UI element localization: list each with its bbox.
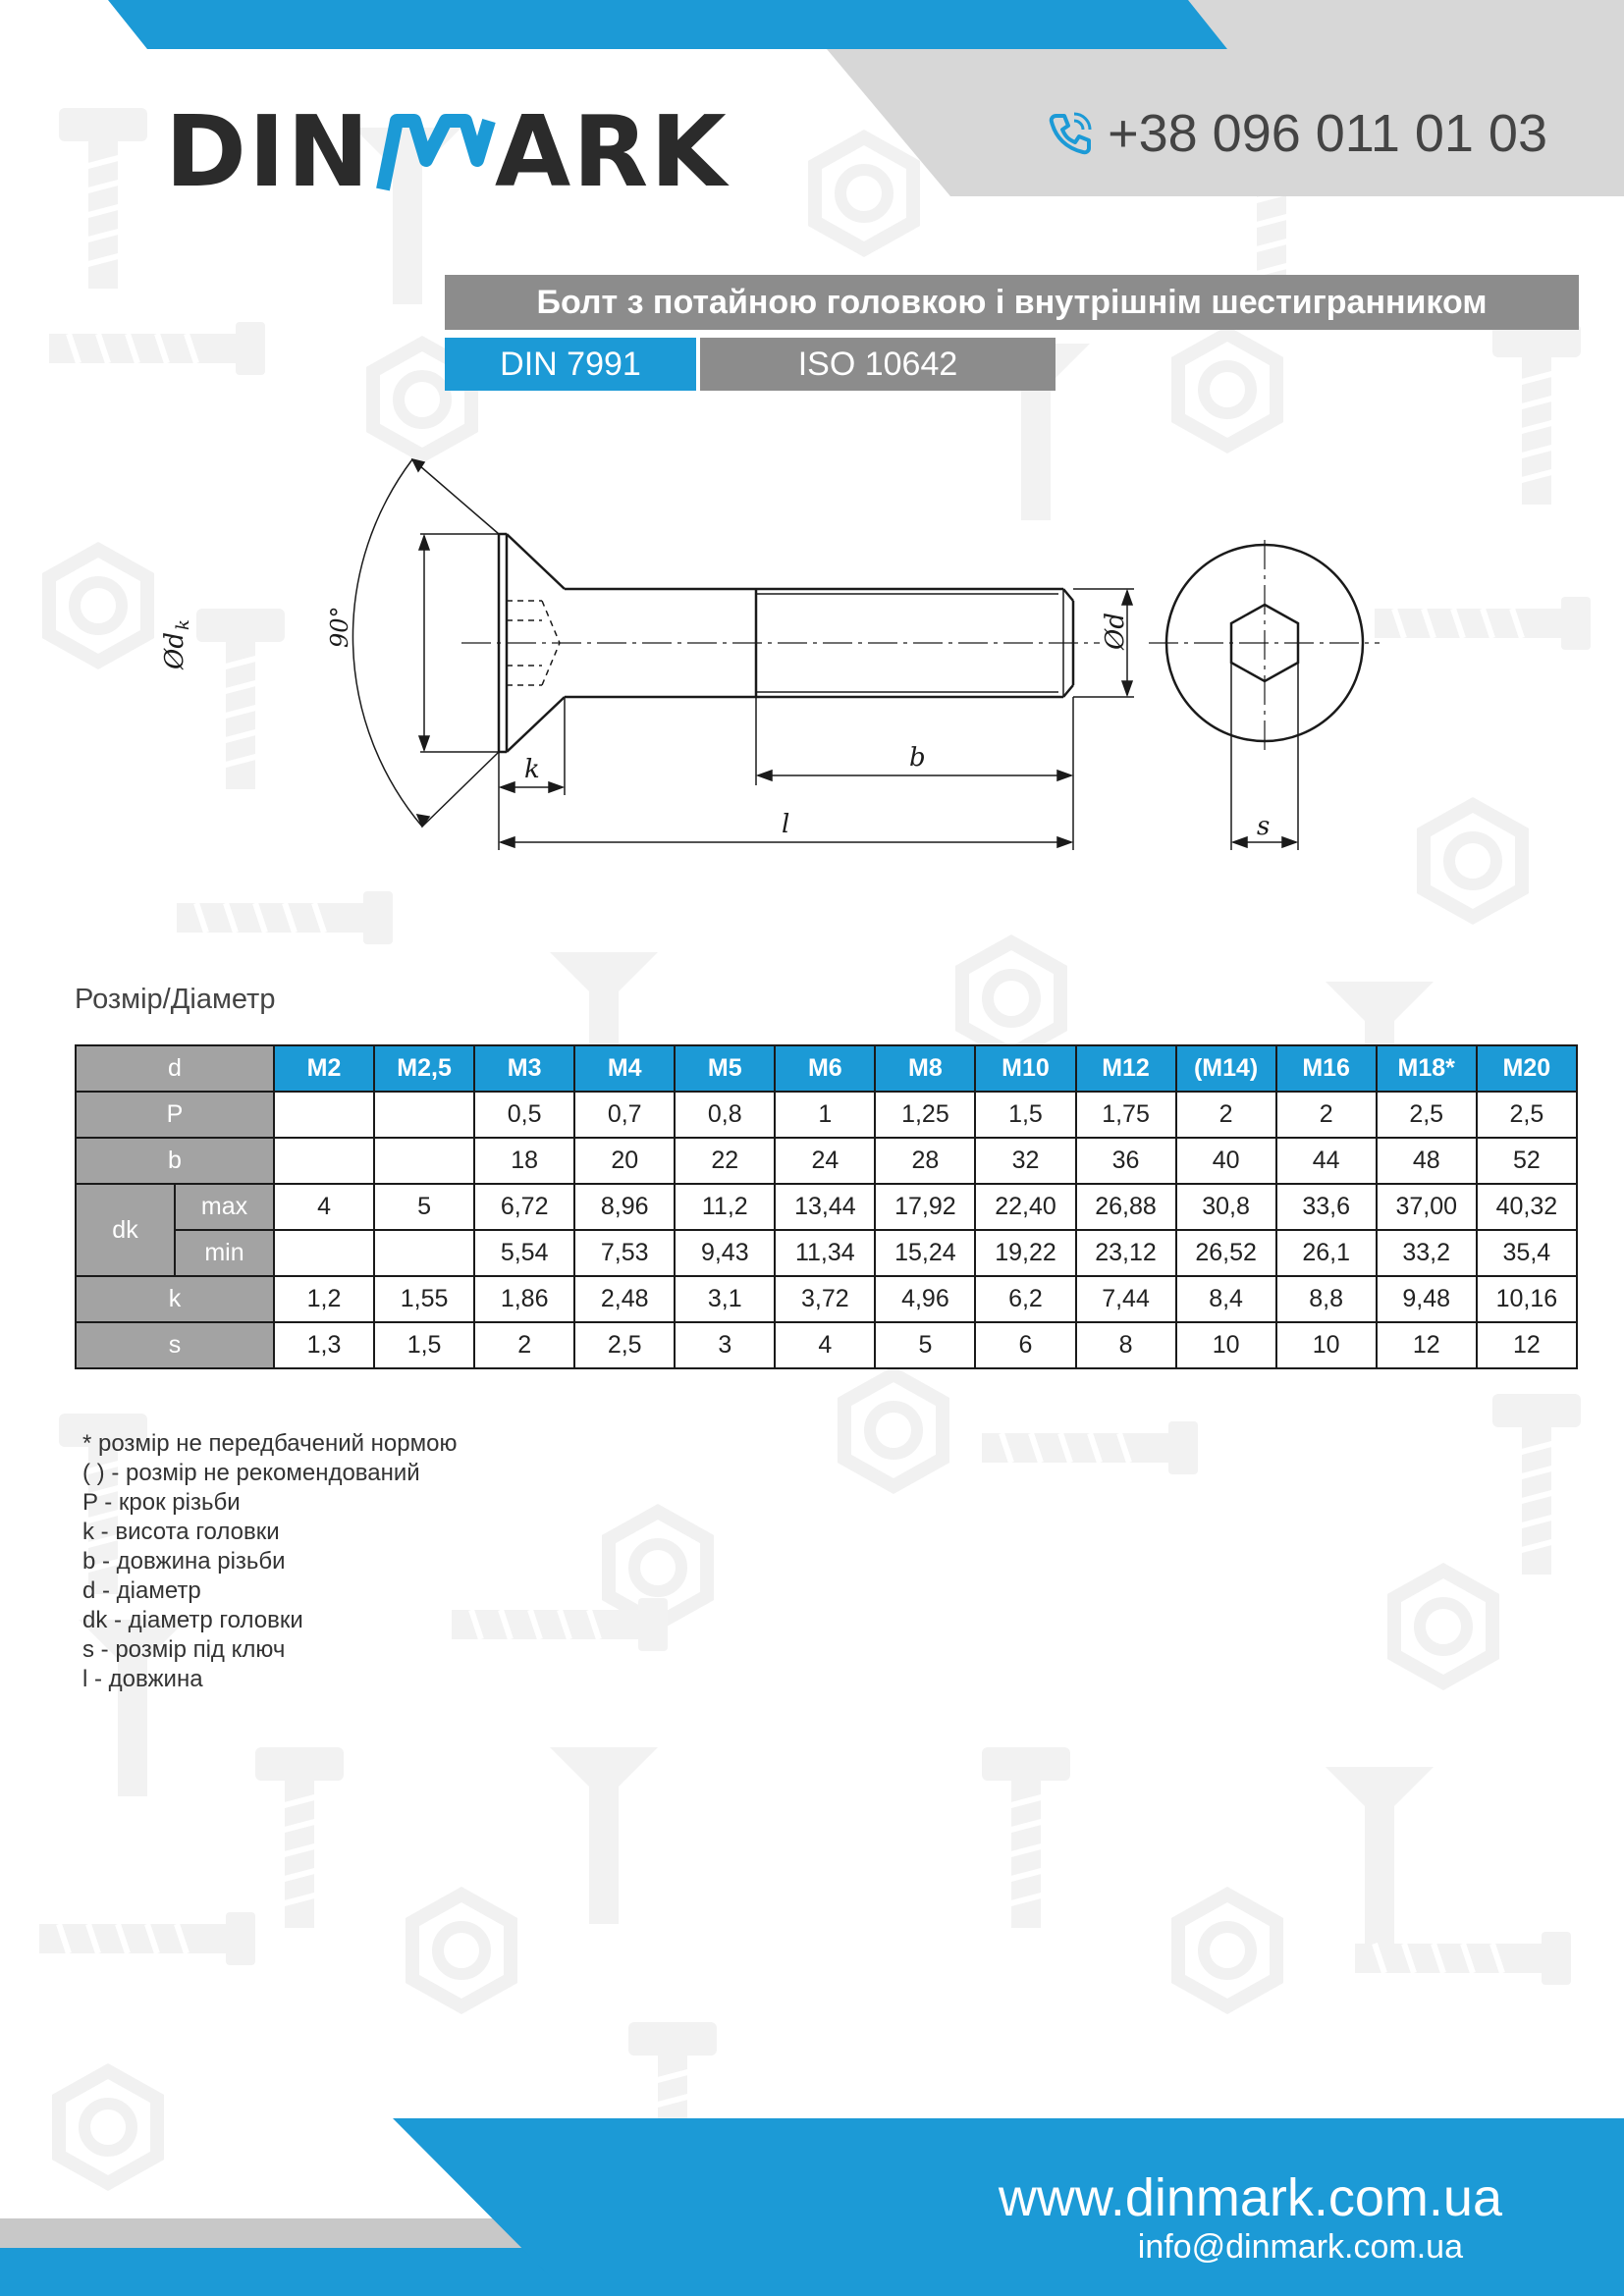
bolt-technical-drawing [160,432,1394,864]
table-cell: 3,1 [675,1276,775,1322]
table-cell [274,1138,374,1184]
size-header-cell: M16 [1276,1045,1377,1092]
size-header-cell: M2,5 [374,1045,474,1092]
section-label: Розмір/Діаметр [75,984,276,1015]
table-cell: 48 [1377,1138,1477,1184]
row-label-P: P [76,1092,274,1138]
row-label-dk: dk [76,1184,175,1276]
s-label: s [1257,812,1271,841]
angle-label: 90° [326,606,353,648]
table-cell: 26,52 [1176,1230,1276,1276]
logo-text-left: DIN [165,94,371,209]
table-cell: 1 [775,1092,875,1138]
table-cell: 7,44 [1076,1276,1176,1322]
phone-number: +38 096 011 01 03 [1108,104,1547,163]
size-header-cell: M10 [975,1045,1075,1092]
table-cell: 40 [1176,1138,1276,1184]
size-header-cell: M6 [775,1045,875,1092]
table-cell: 1,25 [875,1092,975,1138]
logo-m-glyph [375,113,491,191]
size-header-cell: M2 [274,1045,374,1092]
table-cell: 44 [1276,1138,1377,1184]
table-cell: 52 [1477,1138,1577,1184]
table-row-k [76,1276,1577,1322]
table-cell: 11,2 [675,1184,775,1230]
d-label: Ød [1101,613,1130,650]
table-cell: 8,8 [1276,1276,1377,1322]
table-cell: 12 [1377,1322,1477,1368]
product-title: Болт з потайною головкою і внутрішнім шестигранником [445,275,1579,330]
table-cell: 36 [1076,1138,1176,1184]
table-cell: 1,2 [274,1276,374,1322]
row-label-b: b [76,1138,274,1184]
table-cell: 40,32 [1477,1184,1577,1230]
table-cell: 7,53 [574,1230,675,1276]
table-cell: 26,1 [1276,1230,1377,1276]
dk-subscript: k [173,619,193,630]
logo-text-right: ARK [494,94,729,209]
table-cell: 1,86 [474,1276,574,1322]
size-header-cell: M8 [875,1045,975,1092]
table-cell: 28 [875,1138,975,1184]
note-item: * розмір не передбачений нормою [82,1430,458,1457]
size-header-cell: M12 [1076,1045,1176,1092]
phone-icon [1047,110,1094,157]
table-cell: 9,43 [675,1230,775,1276]
table-cell [274,1230,374,1276]
table-cell: 9,48 [1377,1276,1477,1322]
note-item: dk - діаметр головки [82,1607,303,1633]
size-header-cell: M4 [574,1045,675,1092]
note-item: b - довжина різьби [82,1548,286,1575]
table-cell [374,1138,474,1184]
size-header-cell: (M14) [1176,1045,1276,1092]
table-cell: 10 [1276,1322,1377,1368]
table-cell: 5 [374,1184,474,1230]
row-label-k: k [76,1276,274,1322]
table-cell: 19,22 [975,1230,1075,1276]
table-cell: 6,72 [474,1184,574,1230]
b-label: b [909,743,926,773]
table-cell: 10,16 [1477,1276,1577,1322]
table-cell: 2 [1176,1092,1276,1138]
note-item: P - крок різьби [82,1489,241,1516]
table-cell: 8 [1076,1322,1176,1368]
dimension-table [75,1044,1578,1369]
table-cell: 10 [1176,1322,1276,1368]
table-cell: 6,2 [975,1276,1075,1322]
table-cell: 22 [675,1138,775,1184]
row-label-dk-min: min [175,1230,274,1276]
table-cell: 35,4 [1477,1230,1577,1276]
table-cell: 1,3 [274,1322,374,1368]
table-cell: 1,5 [975,1092,1075,1138]
table-cell: 11,34 [775,1230,875,1276]
table-cell: 5,54 [474,1230,574,1276]
row-label-dk-max: max [175,1184,274,1230]
k-label: k [524,755,540,784]
table-cell: 12 [1477,1322,1577,1368]
table-cell: 33,2 [1377,1230,1477,1276]
table-cell: 1,55 [374,1276,474,1322]
table-cell: 8,96 [574,1184,675,1230]
table-cell: 26,88 [1076,1184,1176,1230]
footer-website-link[interactable]: www.dinmark.com.ua [998,2168,1502,2227]
brand-logo[interactable] [165,94,729,209]
table-cell: 3 [675,1322,775,1368]
table-cell: 4 [274,1184,374,1230]
table-cell: 15,24 [875,1230,975,1276]
table-cell: 24 [775,1138,875,1184]
table-cell: 30,8 [1176,1184,1276,1230]
table-cell: 37,00 [1377,1184,1477,1230]
table-cell: 4 [775,1322,875,1368]
table-row-dk-max [76,1184,1577,1230]
table-cell: 32 [975,1138,1075,1184]
note-item: l - довжина [82,1666,203,1692]
table-cell: 1,75 [1076,1092,1176,1138]
table-cell: 2,48 [574,1276,675,1322]
table-cell: 33,6 [1276,1184,1377,1230]
table-row-b [76,1138,1577,1184]
table-cell: 0,8 [675,1092,775,1138]
note-item: s - розмір під ключ [82,1636,286,1663]
size-header-cell: M20 [1477,1045,1577,1092]
note-item: d - діаметр [82,1577,201,1604]
phone-contact[interactable] [1047,103,1547,164]
table-cell: 5 [875,1322,975,1368]
size-header-cell: M18* [1377,1045,1477,1092]
table-cell: 4,96 [875,1276,975,1322]
table-cell: 3,72 [775,1276,875,1322]
dk-label: Ød [160,632,189,669]
footer-email-link[interactable]: info@dinmark.com.ua [1137,2228,1463,2266]
table-cell: 0,7 [574,1092,675,1138]
standard-din: DIN 7991 [445,338,696,391]
note-item: k - висота головки [82,1519,280,1545]
table-cell: 2 [1276,1092,1377,1138]
header-label-d: d [76,1045,274,1092]
size-header-cell: M5 [675,1045,775,1092]
standard-iso: ISO 10642 [700,338,1056,391]
table-cell [374,1230,474,1276]
table-cell: 1,5 [374,1322,474,1368]
table-row-s [76,1322,1577,1368]
table-row-dk-min [76,1230,1577,1276]
size-header-cell: M3 [474,1045,574,1092]
table-cell: 17,92 [875,1184,975,1230]
table-cell: 2 [474,1322,574,1368]
table-cell: 23,12 [1076,1230,1176,1276]
table-cell: 0,5 [474,1092,574,1138]
table-cell: 8,4 [1176,1276,1276,1322]
legend-notes [82,1429,457,1694]
row-label-s: s [76,1322,274,1368]
l-label: l [782,810,790,839]
table-header-row [76,1045,1577,1092]
table-cell: 18 [474,1138,574,1184]
table-cell: 6 [975,1322,1075,1368]
table-cell: 2,5 [1377,1092,1477,1138]
table-cell: 2,5 [574,1322,675,1368]
table-cell: 22,40 [975,1184,1075,1230]
table-cell: 20 [574,1138,675,1184]
table-cell [274,1092,374,1138]
table-cell [374,1092,474,1138]
table-row-P [76,1092,1577,1138]
table-cell: 13,44 [775,1184,875,1230]
note-item: ( ) - розмір не рекомендований [82,1460,420,1486]
table-cell: 2,5 [1477,1092,1577,1138]
